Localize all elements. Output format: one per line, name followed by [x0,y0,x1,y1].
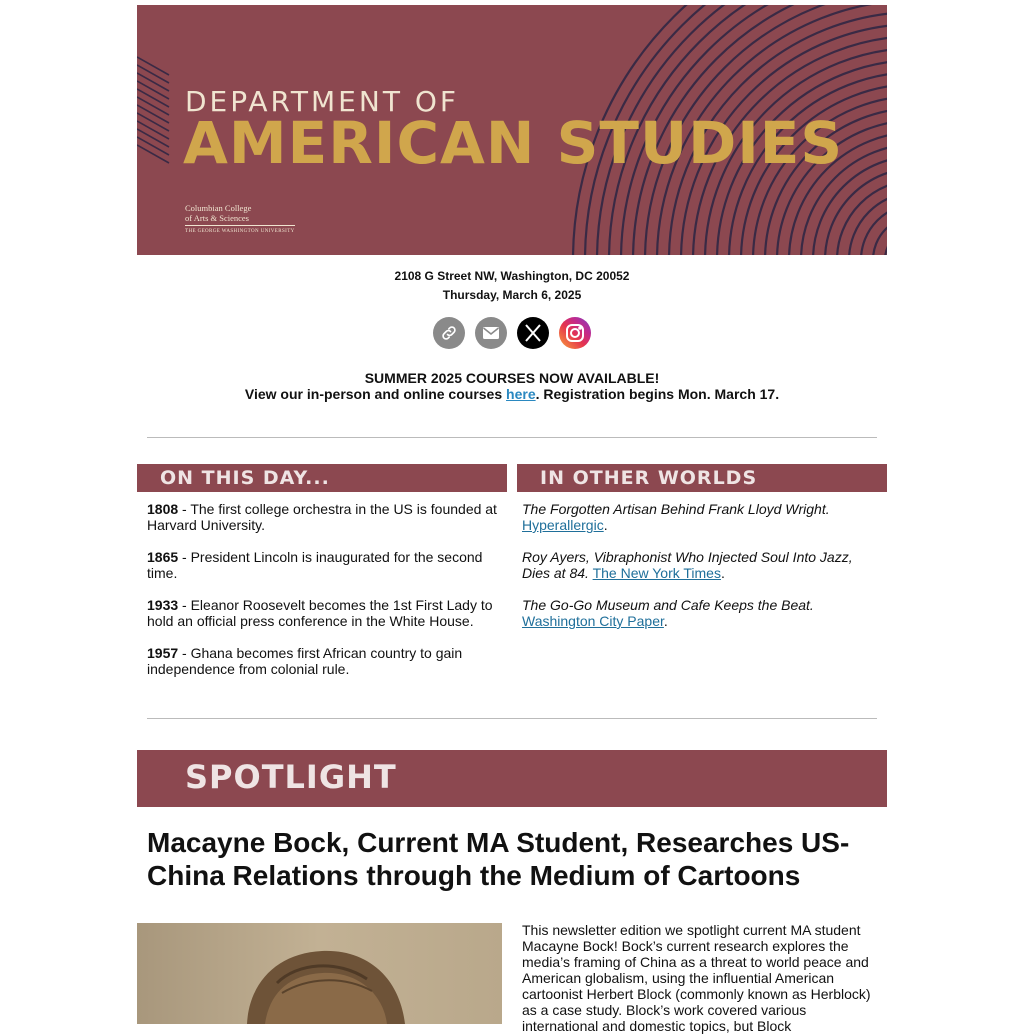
event-text: - Eleanor Roosevelt becomes the 1st First Lady to hold an official press conference in the White House. [147,597,493,629]
newsletter-date: Thursday, March 6, 2025 [442,288,582,302]
spotlight-header [137,750,887,807]
student-photo [137,923,502,1024]
link-icon[interactable] [433,317,465,349]
event-year: 1808 [147,501,179,517]
instagram-icon[interactable] [559,317,591,349]
event-text: - President Lincoln is inaugurated for the second time. [147,549,483,581]
list-item: The Go-Go Museum and Cafe Keeps the Beat. Washington City Paper. [522,597,814,629]
divider [147,437,877,438]
university-name: THE GEORGE WASHINGTON UNIVERSITY [185,225,295,237]
other-worlds-title: IN OTHER WORLDS [540,467,758,489]
banner-dept-text: DEPARTMENT OF [185,85,459,118]
event-text: - Ghana becomes first African country to gain independence from colonial rule. [147,645,463,677]
other-worlds-list [522,501,862,645]
x-icon[interactable] [517,317,549,349]
spotlight-headline: Macayne Bock, Current MA Student, Researches US-China Relations through the Medium of Cartoons [147,827,850,891]
list-item: Roy Ayers, Vibraphonist Who Injected Soul Into Jazz, Dies at 84. The New York Times. [522,549,853,581]
article-title: The Forgotten Artisan Behind Frank Lloyd Wright. [522,501,830,517]
social-links [433,317,591,349]
list-item [147,597,497,629]
list-item [147,645,497,677]
college-line1: Columbian College [185,203,252,213]
on-this-day-header [137,464,507,492]
list-item [147,501,497,533]
newsletter [137,0,887,1034]
article-source-link[interactable]: Washington City Paper [522,613,664,629]
college-line2: of Arts & Sciences [185,213,249,223]
on-this-day-list [147,501,497,693]
article-source-link[interactable]: Hyperallergic [522,517,604,533]
header-banner [137,5,887,255]
notice-text-after: . Registration begins Mon. March 17. [535,386,780,402]
on-this-day-title: ON THIS DAY... [160,467,330,489]
summer-courses-headline: SUMMER 2025 COURSES NOW AVAILABLE! [364,370,660,386]
courses-link[interactable]: here [506,386,536,402]
address: 2108 G Street NW, Washington, DC 20052 [394,269,630,283]
list-item: The Forgotten Artisan Behind Frank Lloyd Wright. Hyperallergic. [522,501,830,533]
banner-title: AMERICAN STUDIES [183,109,844,177]
event-year: 1957 [147,645,179,661]
divider [147,718,877,719]
spotlight-story: This newsletter edition we spotlight current MA student Macayne Bock! Bock’s current research explores the media’s framing of China as a threat to world peace and American globalism, using the influential American cartoonist Herbert Block (commonly known as Herblock) as a case study. Block’s work covered various international and domestic topics, but Block [522,922,871,1034]
spotlight-title: SPOTLIGHT [185,758,397,796]
event-year: 1933 [147,597,179,613]
summer-courses-text [137,386,887,402]
article-title: The Go-Go Museum and Cafe Keeps the Beat. [522,597,814,613]
other-worlds-header [517,464,887,492]
college-logo [185,203,295,237]
event-text: - The first college orchestra in the US is founded at Harvard University. [147,501,497,533]
article-title: Roy Ayers, Vibraphonist Who Injected Soul Into Jazz, Dies at 84. [522,549,853,581]
email-icon[interactable] [475,317,507,349]
event-year: 1865 [147,549,179,565]
article-source-link[interactable]: The New York Times [592,565,721,581]
notice-text-before: View our in-person and online courses [244,386,507,402]
list-item [147,549,497,581]
